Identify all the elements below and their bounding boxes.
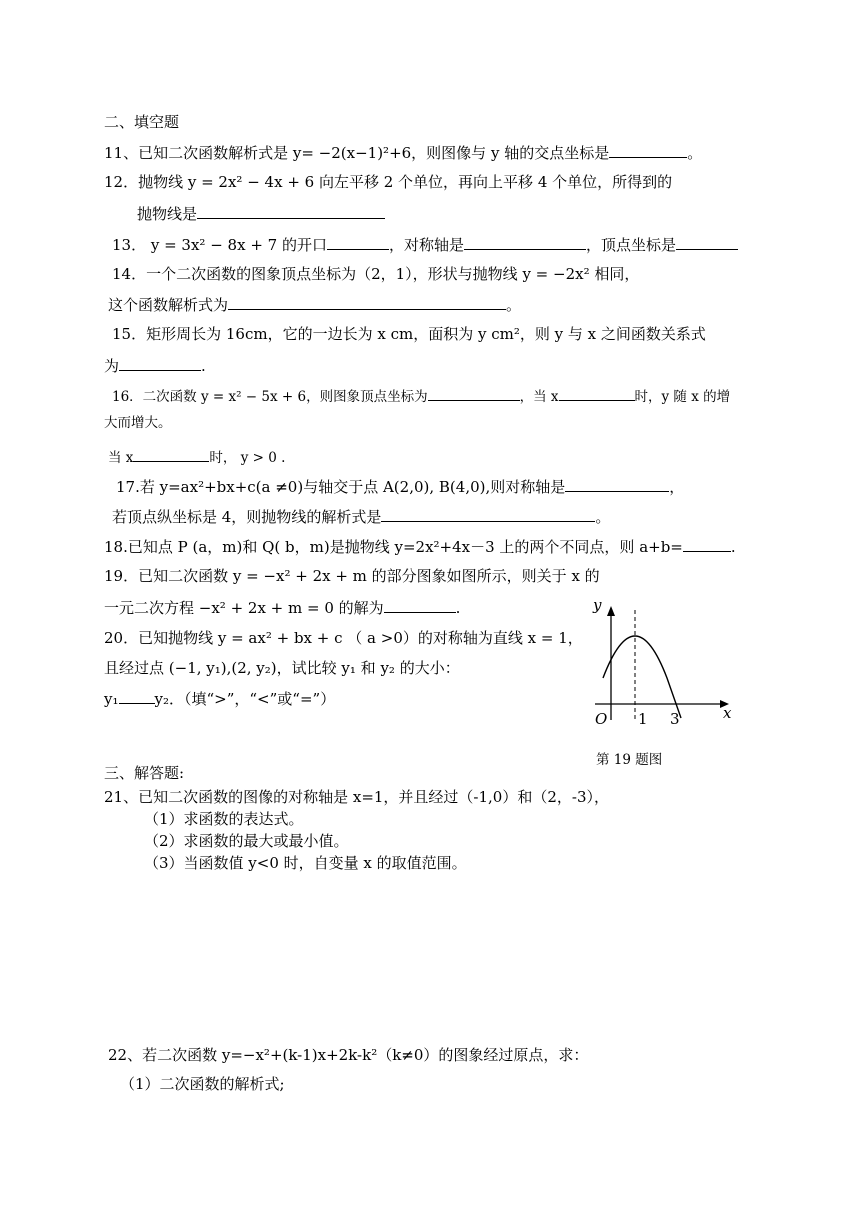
q16-line1a: 16．二次函数 y = x² − 5x + 6，则图象顶点坐标为 [112, 389, 428, 405]
question-21-line1: 21、已知二次函数的图像的对称轴是 x=1，并且经过（-1,0）和（2，-3）， [104, 788, 610, 806]
question-20-line3 [104, 688, 335, 709]
question-13 [112, 234, 738, 255]
y-axis-label: y [593, 600, 602, 614]
q14-blank[interactable] [228, 294, 506, 310]
q16-line3a: 当 x [108, 450, 134, 466]
question-20-line2: 且经过点 (−1, y₁),(2, y₂)，试比较 y₁ 和 y₂ 的大小： [104, 659, 460, 677]
q16-blank-2[interactable] [559, 385, 635, 401]
section-2-title: 二、填空题 [104, 113, 180, 131]
question-21-item1: （1）求函数的表达式。 [144, 810, 304, 828]
question-22-line1: 22、若二次函数 y=−x²+(k-1)x+2k-k²（k≠0）的图象经过原点，求： [108, 1046, 589, 1064]
question-19-line1: 19．已知二次函数 y = −x² + 2x + m 的部分图象如图所示，则关于 x 的 [104, 567, 600, 585]
parabola-curve [603, 636, 681, 718]
q18-blank[interactable] [683, 536, 731, 552]
q16-blank-1[interactable] [428, 385, 520, 401]
q17-line1-end: ， [669, 478, 685, 496]
q17-line2-end: 。 [595, 508, 611, 526]
q16-blank-3[interactable] [133, 446, 209, 462]
question-12-line1: 12．抛物线 y = 2x² − 4x + 6 向左平移 2 个单位，再向上平移 4 个单位，所得到的 [104, 173, 673, 191]
question-18 [104, 536, 736, 557]
q20-line3b: y₂．（填“>”，“<”或“=”） [154, 690, 336, 708]
q19-line2-text: 一元二次方程 −x² + 2x + m = 0 的解为 [104, 599, 384, 617]
q20-line3a: y₁ [104, 690, 119, 708]
q17-line2-text: 若顶点纵坐标是 4，则抛物线的解析式是 [112, 508, 382, 526]
q18-text: 18.已知点 P (a，m)和 Q( b，m)是抛物线 y=2x²+4x－3 上的两个不同点，则 a+b= [104, 538, 683, 556]
question-17-line1 [116, 476, 684, 497]
q19-end: . [455, 599, 461, 617]
section-3-title: 三、解答题: [104, 764, 185, 782]
q12-blank[interactable] [197, 203, 385, 219]
q11-end: 。 [687, 144, 703, 162]
question-16-line2: 大而增大。 [104, 415, 172, 431]
question-15-line1: 15．矩形周长为 16cm，它的一边长为 x cm，面积为 y cm²，则 y 与 x 之间函数关系式 [112, 325, 706, 343]
question-20-line1: 20．已知抛物线 y = ax² + bx + c （ a >0）的对称轴为直线 x = 1， [104, 629, 583, 647]
x-axis-label: x [723, 704, 732, 722]
tick-label-3: 3 [670, 710, 680, 725]
q12-line2-text: 抛物线是 [137, 205, 198, 223]
q16-line3b: 时， y > 0 . [209, 450, 286, 466]
q13-blank-1[interactable] [327, 234, 389, 250]
q15-end: . [201, 357, 206, 375]
question-14-line1: 14．一个二次函数的图象顶点坐标为（2，1），形状与抛物线 y = −2x² 相同， [112, 265, 640, 283]
q20-blank[interactable] [119, 688, 155, 704]
q13-part2: ，对称轴是 [388, 236, 464, 254]
q18-end: . [730, 538, 736, 556]
question-19-line2 [104, 597, 460, 618]
q13-part3: ，顶点坐标是 [586, 236, 677, 254]
question-11 [104, 142, 702, 163]
question-14-line2 [108, 294, 521, 315]
question-21-item3: （3）当函数值 y<0 时，自变量 x 的取值范围。 [144, 854, 467, 872]
question-22-item1: （1）二次函数的解析式; [120, 1075, 285, 1093]
q11-blank[interactable] [609, 142, 687, 158]
q17-line1-text: 17.若 y=ax²+bx+c(a ≠0)与轴交于点 A(2,0), B(4,0),则对称轴是 [116, 478, 566, 496]
q13-blank-3[interactable] [676, 234, 738, 250]
q13-part1: 13． y = 3x² − 8x + 7 的开口 [112, 236, 327, 254]
origin-label: O [595, 710, 608, 725]
q13-blank-2[interactable] [464, 234, 586, 250]
question-17-line2 [112, 506, 610, 527]
q11-text: 11、已知二次函数解析式是 y= −2(x−1)²+6，则图像与 y 轴的交点坐标是 [104, 144, 610, 162]
question-21-item2: （2）求函数的最大或最小值。 [144, 832, 349, 850]
q19-blank[interactable] [384, 597, 456, 613]
q17-blank-1[interactable] [565, 476, 669, 492]
question-16-line1 [112, 385, 730, 407]
q15-blank[interactable] [119, 355, 201, 371]
question-12-line2 [137, 203, 385, 224]
q17-blank-2[interactable] [381, 506, 595, 522]
q16-line1b: ，当 x [519, 389, 559, 405]
q14-line2-text: 这个函数解析式为 [108, 296, 229, 314]
figure-19-graph [585, 600, 735, 725]
question-16-line3 [108, 446, 285, 468]
q14-end: 。 [506, 296, 522, 314]
q16-line1c: 时，y 随 x 的增 [634, 389, 731, 405]
q15-line2-text: 为 [104, 357, 120, 375]
y-axis-arrow [607, 606, 615, 616]
tick-label-1: 1 [638, 710, 648, 725]
figure-caption: 第 19 题图 [596, 752, 663, 768]
question-15-line2 [104, 355, 206, 376]
